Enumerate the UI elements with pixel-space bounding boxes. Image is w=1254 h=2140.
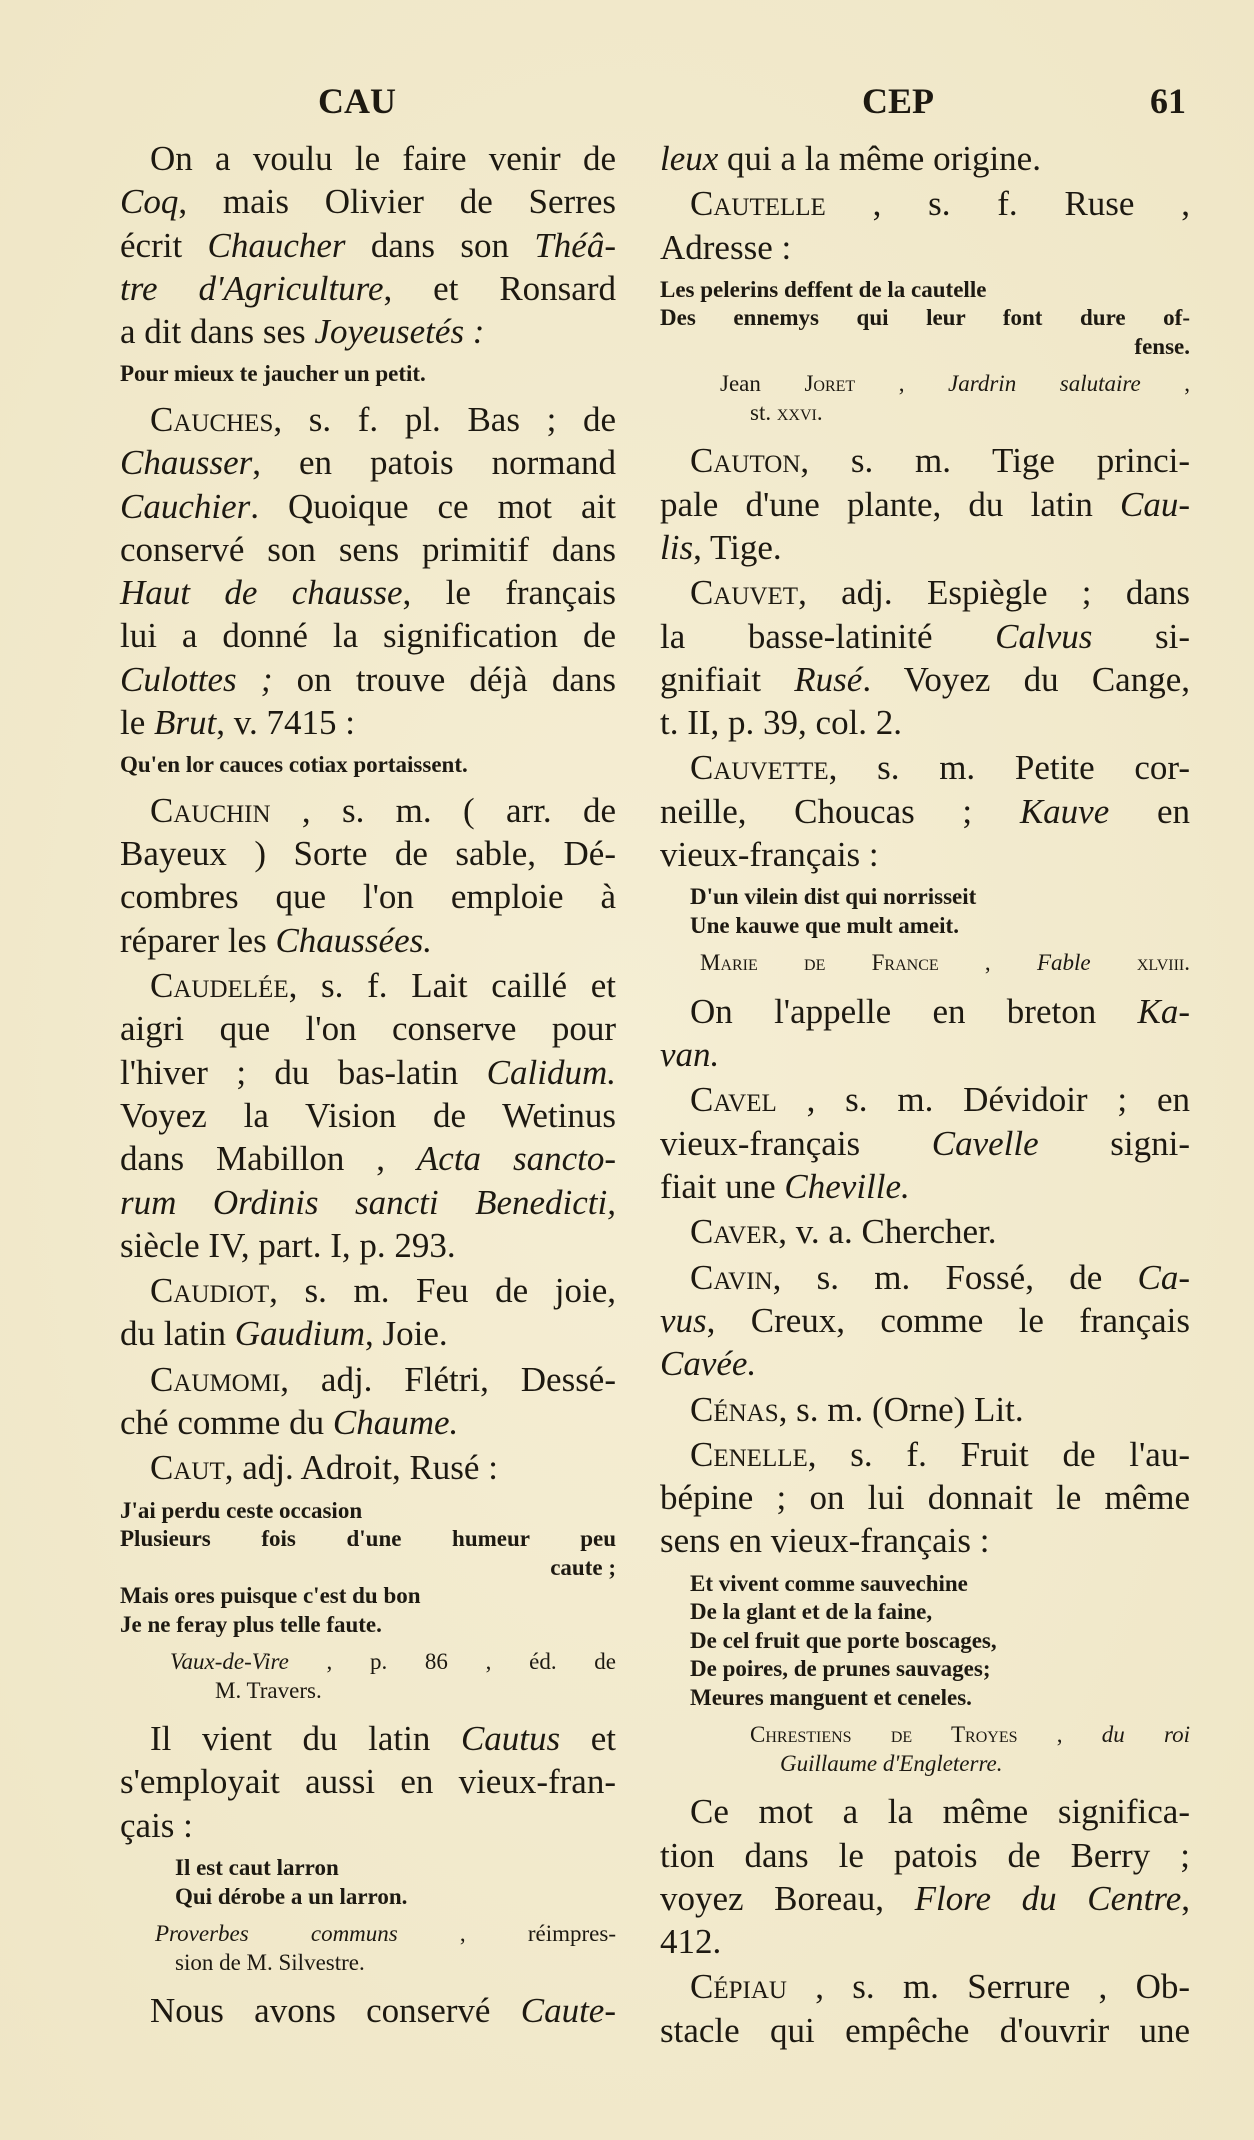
text-run: vieux-français : bbox=[660, 835, 879, 875]
text-line bbox=[660, 1965, 1190, 2008]
italic-text: van. bbox=[660, 1035, 720, 1075]
text-run: Les pelerins deffent de la cautelle bbox=[660, 276, 987, 302]
page-number: 61 bbox=[1150, 81, 1186, 121]
dictionary-entry bbox=[120, 1269, 616, 1356]
text-run: st. bbox=[750, 399, 777, 425]
text-run: De poires, de prunes sauvages; bbox=[690, 1656, 991, 1682]
italic-text: Chaucher bbox=[207, 225, 346, 265]
text-run: écrit bbox=[120, 225, 208, 265]
text-run: dans Mabillon , bbox=[120, 1139, 417, 1179]
headword: Cépiau bbox=[690, 1967, 787, 2007]
text-run: s'employait aussi en vieux-fran- bbox=[120, 1762, 616, 1802]
text-run: D'un vilein dist qui norrisseit bbox=[690, 884, 977, 910]
text-line bbox=[120, 398, 616, 441]
italic-text: Proverbes communs bbox=[155, 1921, 398, 1946]
text-line bbox=[120, 964, 616, 1007]
text-run: Et vivent comme sauvechine bbox=[690, 1570, 968, 1596]
verse-quotation bbox=[120, 751, 616, 780]
italic-text: Jardrin salutaire bbox=[948, 371, 1141, 397]
text-line bbox=[120, 1401, 616, 1444]
text-run: pale d'une plante, du latin bbox=[660, 484, 1120, 524]
text-run: Ce mot a la même significa- bbox=[690, 1792, 1190, 1832]
text-run: . Quoique ce mot ait bbox=[250, 486, 616, 526]
text-line bbox=[120, 614, 616, 657]
text-line bbox=[660, 1920, 1190, 1963]
text-run bbox=[1091, 950, 1137, 975]
text-line bbox=[660, 226, 1190, 269]
text-line bbox=[660, 1476, 1190, 1519]
text-line bbox=[660, 1388, 1190, 1431]
italic-text: Caute- bbox=[520, 1991, 616, 2030]
text-line bbox=[660, 1078, 1190, 1121]
text-run: aigri que l'on conserve pour bbox=[120, 1009, 616, 1049]
italic-text: Cauchier bbox=[120, 486, 251, 526]
headword: Joret bbox=[804, 371, 856, 397]
text-line bbox=[120, 1554, 616, 1583]
text-run: . Voyez du Cange, bbox=[862, 659, 1190, 699]
text-run: , s. f. Ruse , bbox=[825, 184, 1190, 224]
dictionary-entry bbox=[120, 137, 616, 353]
text-run: Une kauwe que mult ameit. bbox=[690, 912, 959, 938]
italic-text: Haut de chausse bbox=[120, 573, 403, 613]
citation bbox=[120, 1648, 616, 1705]
dictionary-entry bbox=[660, 746, 1190, 876]
text-run: combres que l'on emploie à bbox=[120, 877, 616, 917]
dictionary-entry bbox=[660, 1256, 1190, 1386]
text-run: siècle IV, part. I, p. 293. bbox=[120, 1225, 456, 1265]
text-line bbox=[660, 912, 1190, 941]
text-line bbox=[120, 1525, 616, 1554]
citation bbox=[660, 370, 1190, 427]
text-line bbox=[120, 267, 616, 310]
text-line bbox=[660, 1598, 1190, 1627]
dictionary-entry bbox=[120, 398, 616, 744]
verse-quotation bbox=[660, 276, 1190, 362]
text-run: J'ai perdu ceste occasion bbox=[120, 1497, 363, 1523]
text-run: l'hiver ; du bas-latin bbox=[120, 1052, 487, 1092]
text-run: , s. m. Dévidoir ; en bbox=[776, 1080, 1190, 1120]
text-run: , bbox=[938, 950, 1037, 976]
verse-quotation bbox=[120, 360, 616, 389]
text-line bbox=[660, 1122, 1190, 1165]
text-line bbox=[660, 1721, 1190, 1750]
dictionary-entry bbox=[660, 439, 1190, 569]
text-line bbox=[120, 1269, 616, 1312]
italic-text: rum Ordinis sancti Benedicti, bbox=[120, 1182, 616, 1222]
text-run: , bbox=[1140, 371, 1190, 397]
italic-text: Coq bbox=[120, 182, 179, 222]
text-line bbox=[660, 1684, 1190, 1713]
italic-text: Chaume. bbox=[332, 1403, 459, 1443]
running-head-right: CEP bbox=[862, 81, 934, 121]
italic-text: Théâ- bbox=[534, 225, 616, 265]
dictionary-entry bbox=[120, 1446, 616, 1489]
text-line bbox=[660, 1655, 1190, 1684]
text-line bbox=[120, 1717, 616, 1760]
text-run: sion de M. Silvestre. bbox=[175, 1949, 365, 1975]
dictionary-entry bbox=[660, 1433, 1190, 1563]
headword: Cauton bbox=[690, 441, 801, 481]
text-line bbox=[120, 1804, 616, 1847]
text-run: Je ne feray plus telle faute. bbox=[120, 1611, 382, 1637]
text-line bbox=[120, 1312, 616, 1355]
text-line bbox=[660, 1165, 1190, 1208]
dictionary-entry bbox=[660, 571, 1190, 744]
text-run: t. II, p. 39, col. 2. bbox=[660, 703, 903, 743]
italic-text: lis bbox=[660, 527, 694, 567]
text-run: Des ennemys qui leur font dure of- bbox=[660, 305, 1190, 331]
text-run: , en patois normand bbox=[252, 443, 616, 483]
text-line bbox=[660, 370, 1190, 399]
headword: Cautelle bbox=[690, 184, 826, 224]
text-line bbox=[120, 875, 616, 918]
italic-text: Cau- bbox=[1120, 484, 1190, 524]
text-line bbox=[660, 1627, 1190, 1656]
text-line bbox=[120, 1094, 616, 1137]
text-line bbox=[120, 1358, 616, 1401]
text-line bbox=[660, 571, 1190, 614]
text-run: , adj. Flétri, Dessé- bbox=[280, 1359, 616, 1399]
headword: Caut bbox=[150, 1448, 225, 1488]
italic-text: Brut bbox=[154, 703, 217, 743]
text-line bbox=[660, 746, 1190, 789]
italic-text: vus bbox=[660, 1300, 707, 1340]
headword: Cauchin bbox=[150, 790, 271, 830]
italic-text: Culottes ; bbox=[120, 659, 273, 699]
dictionary-entry bbox=[120, 789, 616, 962]
italic-text: Flore du Centre bbox=[914, 1878, 1182, 1918]
text-run: , p. 86 , éd. de bbox=[288, 1649, 616, 1675]
text-line bbox=[120, 751, 616, 780]
italic-text: Fable bbox=[1036, 950, 1091, 976]
text-run: caute ; bbox=[550, 1554, 616, 1580]
left-column bbox=[120, 137, 616, 2034]
text-run: Voyez la Vision de Wetinus bbox=[120, 1095, 616, 1135]
verse-quotation bbox=[120, 1854, 616, 1911]
text-run: , s. m. Petite cor- bbox=[828, 748, 1190, 788]
text-line bbox=[120, 485, 616, 528]
text-run: lui a donné la signification de bbox=[120, 616, 616, 656]
italic-text: Ka- bbox=[1137, 991, 1190, 1031]
italic-text: Joyeusetés : bbox=[314, 312, 485, 352]
text-run: , adj. Adroit, Rusé : bbox=[224, 1448, 498, 1488]
text-line bbox=[120, 1446, 616, 1489]
text-line bbox=[120, 180, 616, 223]
dictionary-entry bbox=[660, 137, 1190, 180]
text-line bbox=[660, 439, 1190, 482]
citation bbox=[120, 1920, 616, 1977]
italic-text: Cavelle bbox=[931, 1123, 1039, 1163]
text-line bbox=[120, 1989, 616, 2032]
dictionary-entry bbox=[660, 1078, 1190, 1208]
dictionary-entry bbox=[660, 1790, 1190, 1963]
headword: Cavin bbox=[690, 1257, 773, 1297]
text-run: , réimpres- bbox=[397, 1921, 616, 1946]
verse-quotation bbox=[660, 883, 1190, 940]
text-run: sens en vieux-français : bbox=[660, 1521, 990, 1561]
text-run: , Joie. bbox=[365, 1314, 448, 1354]
headword: Cauches bbox=[150, 399, 274, 439]
text-run: , s. m. Fossé, de bbox=[772, 1257, 1138, 1297]
text-line bbox=[660, 483, 1190, 526]
headword: Cavel bbox=[690, 1080, 777, 1120]
text-run: Il vient du latin bbox=[150, 1719, 461, 1759]
text-run: çais : bbox=[120, 1805, 193, 1845]
headword: Chrestiens de Troyes bbox=[750, 1722, 1018, 1748]
text-run: , s. m. Serrure , Ob- bbox=[786, 1967, 1190, 2007]
text-line bbox=[120, 1949, 616, 1978]
italic-text: Guillaume d'Engleterre. bbox=[780, 1750, 1003, 1776]
text-run: le bbox=[120, 703, 155, 743]
text-run: De la glant et de la faine, bbox=[690, 1599, 933, 1625]
text-line bbox=[120, 1611, 616, 1640]
headword: Marie de France bbox=[700, 950, 939, 976]
text-run: réparer les bbox=[120, 920, 276, 960]
text-line bbox=[660, 2009, 1190, 2052]
headword: Cenelle bbox=[690, 1434, 808, 1474]
text-line bbox=[660, 658, 1190, 701]
text-line bbox=[120, 1760, 616, 1803]
text-line bbox=[120, 1582, 616, 1611]
text-run: fense. bbox=[1134, 333, 1190, 359]
text-line bbox=[120, 789, 616, 832]
text-run: stacle qui empêche d'ouvrir une bbox=[660, 2010, 1190, 2050]
text-line bbox=[660, 399, 1190, 428]
text-line bbox=[660, 949, 1190, 978]
text-line bbox=[660, 1519, 1190, 1562]
italic-text: du roi bbox=[1101, 1722, 1191, 1748]
headword: xxvi. bbox=[776, 399, 823, 425]
text-line bbox=[660, 182, 1190, 225]
italic-text: Rusé bbox=[794, 659, 863, 699]
text-run: On l'appelle en breton bbox=[690, 991, 1138, 1031]
text-line bbox=[660, 1790, 1190, 1833]
text-run: voyez Boreau, bbox=[660, 1878, 915, 1918]
text-run: , bbox=[1017, 1722, 1102, 1748]
dictionary-entry bbox=[660, 1210, 1190, 1253]
text-line bbox=[660, 1750, 1190, 1779]
text-run: fiait une bbox=[660, 1167, 785, 1207]
text-line bbox=[660, 1256, 1190, 1299]
dictionary-entry bbox=[120, 1358, 616, 1445]
text-line bbox=[660, 1433, 1190, 1476]
text-run: Plusieurs fois d'une humeur peu bbox=[120, 1526, 616, 1552]
italic-text: Ca- bbox=[1137, 1257, 1190, 1297]
text-line bbox=[120, 224, 616, 267]
text-run: On a voulu le faire venir de bbox=[150, 139, 616, 178]
italic-text: leux bbox=[660, 139, 719, 178]
dictionary-entry bbox=[120, 964, 616, 1267]
citation bbox=[660, 949, 1190, 978]
text-line bbox=[660, 1570, 1190, 1599]
text-run: , s. f. pl. Bas ; de bbox=[273, 399, 616, 439]
text-run: conservé son sens primitif dans bbox=[120, 529, 616, 569]
text-run: , mais Olivier de Serres bbox=[178, 182, 616, 222]
headword: Caudelée bbox=[150, 966, 289, 1006]
text-line bbox=[120, 1051, 616, 1094]
text-run: Adresse : bbox=[660, 227, 792, 267]
text-run: Meures manguent et ceneles. bbox=[690, 1684, 972, 1710]
text-run: du latin bbox=[120, 1314, 235, 1354]
text-line bbox=[660, 1210, 1190, 1253]
text-run: , adj. Espiègle ; dans bbox=[798, 573, 1190, 613]
text-run: si- bbox=[1092, 616, 1191, 656]
text-line bbox=[120, 1648, 616, 1677]
text-line bbox=[660, 990, 1190, 1033]
text-line bbox=[660, 137, 1190, 180]
text-line bbox=[120, 310, 616, 353]
text-line bbox=[120, 528, 616, 571]
text-line bbox=[660, 790, 1190, 833]
italic-text: Kauve bbox=[1019, 791, 1110, 831]
text-line bbox=[660, 615, 1190, 658]
text-line bbox=[120, 137, 616, 180]
text-line bbox=[660, 1342, 1190, 1385]
text-line bbox=[120, 1137, 616, 1180]
dictionary-entry bbox=[120, 1989, 616, 2032]
dictionary-entry bbox=[120, 1717, 616, 1847]
text-run: , bbox=[855, 371, 949, 397]
text-run: et bbox=[560, 1719, 616, 1759]
verse-quotation bbox=[660, 1570, 1190, 1713]
text-run: , s. m. (Orne) Lit. bbox=[778, 1389, 1024, 1429]
text-line bbox=[660, 304, 1190, 333]
dictionary-entry bbox=[660, 1965, 1190, 2052]
text-run: Pour mieux te jaucher un petit. bbox=[120, 361, 426, 387]
text-run: M. Travers. bbox=[215, 1677, 322, 1703]
text-run: vieux-français bbox=[660, 1123, 932, 1163]
italic-text: Vaux-de-Vire bbox=[170, 1649, 289, 1675]
text-run: tion dans le patois de Berry ; bbox=[660, 1835, 1190, 1875]
text-run: , Creux, comme le français bbox=[706, 1300, 1190, 1340]
headword: Caumomi bbox=[150, 1359, 281, 1399]
italic-text: Calidum. bbox=[486, 1052, 616, 1092]
text-run: ché comme du bbox=[120, 1403, 333, 1443]
text-line bbox=[660, 333, 1190, 362]
text-line bbox=[660, 1877, 1190, 1920]
text-run: , s. m. ( arr. de bbox=[270, 790, 616, 830]
text-line bbox=[660, 276, 1190, 305]
dictionary-entry bbox=[660, 182, 1190, 269]
italic-text: Chausser bbox=[120, 443, 253, 483]
text-run: en bbox=[1109, 791, 1190, 831]
italic-text: Calvus bbox=[995, 616, 1093, 656]
text-run: Il est caut larron bbox=[175, 1855, 339, 1880]
text-line bbox=[660, 701, 1190, 744]
text-line bbox=[120, 1854, 616, 1883]
text-line bbox=[660, 526, 1190, 569]
text-run: signi- bbox=[1038, 1123, 1190, 1163]
verse-quotation bbox=[120, 1497, 616, 1640]
text-run: bépine ; on lui donnait le même bbox=[660, 1478, 1190, 1518]
text-run: la basse-latinité bbox=[660, 616, 996, 656]
text-run: neille, Choucas ; bbox=[660, 791, 1020, 831]
italic-text: Acta sancto- bbox=[416, 1139, 616, 1179]
text-line bbox=[120, 1497, 616, 1526]
text-run: on trouve déjà dans bbox=[272, 659, 617, 699]
text-line bbox=[120, 1883, 616, 1912]
italic-text: Gaudium bbox=[234, 1314, 365, 1354]
italic-text: Cautus bbox=[460, 1719, 561, 1759]
headword: Caver bbox=[690, 1212, 779, 1252]
text-line bbox=[660, 1834, 1190, 1877]
text-run: gnifiait bbox=[660, 659, 795, 699]
dictionary-entry bbox=[660, 1388, 1190, 1431]
text-run: , s. m. Feu de joie, bbox=[269, 1271, 616, 1311]
text-line bbox=[120, 441, 616, 484]
text-line bbox=[120, 1677, 616, 1706]
text-line bbox=[120, 1920, 616, 1949]
headword: xlviii. bbox=[1136, 950, 1191, 976]
text-run: Mais ores puisque c'est du bon bbox=[120, 1583, 421, 1609]
text-run: , Tige. bbox=[693, 527, 782, 567]
text-line bbox=[120, 1007, 616, 1050]
right-column bbox=[660, 137, 1190, 2054]
text-line bbox=[660, 833, 1190, 876]
italic-text: Cavée. bbox=[660, 1344, 757, 1384]
text-line bbox=[120, 1224, 616, 1267]
text-run: Nous avons conservé bbox=[150, 1991, 521, 2030]
text-run: Qui dérobe a un larron. bbox=[175, 1883, 408, 1909]
text-run: , s. m. Tige princi- bbox=[800, 441, 1190, 481]
text-run: Jean bbox=[720, 371, 805, 397]
text-run: , le français bbox=[402, 573, 616, 613]
headword: Cauvet bbox=[690, 573, 799, 613]
text-run: , et Ronsard bbox=[383, 268, 616, 308]
text-line bbox=[120, 1181, 616, 1224]
citation bbox=[660, 1721, 1190, 1778]
text-run: , s. f. Fruit de l'au- bbox=[807, 1434, 1190, 1474]
italic-text: tre d'Agriculture bbox=[120, 268, 384, 308]
text-line bbox=[120, 919, 616, 962]
text-run: , bbox=[1181, 1878, 1190, 1918]
dictionary-entry bbox=[660, 990, 1190, 1077]
text-run: , v. 7415 : bbox=[216, 703, 355, 743]
text-line bbox=[120, 571, 616, 614]
text-line bbox=[120, 832, 616, 875]
text-line bbox=[120, 360, 616, 389]
text-line bbox=[120, 701, 616, 744]
italic-text: Chaussées. bbox=[275, 920, 432, 960]
headword: Cauvette bbox=[690, 748, 829, 788]
headword: Caudiot bbox=[150, 1271, 270, 1311]
headword: Cénas bbox=[690, 1389, 779, 1429]
text-run: , s. f. Lait caillé et bbox=[288, 966, 616, 1006]
text-run: 412. bbox=[660, 1922, 722, 1962]
text-line bbox=[660, 883, 1190, 912]
text-run: qui a la même origine. bbox=[718, 139, 1041, 178]
italic-text: Cheville. bbox=[784, 1167, 910, 1207]
text-run: Qu'en lor cauces cotiax portaissent. bbox=[120, 752, 468, 778]
text-line bbox=[660, 1033, 1190, 1076]
text-run: Bayeux ) Sorte de sable, Dé- bbox=[120, 834, 616, 874]
text-line bbox=[120, 658, 616, 701]
text-run: De cel fruit que porte boscages, bbox=[690, 1627, 997, 1653]
text-run: a dit dans ses bbox=[120, 312, 315, 352]
text-run: , v. a. Chercher. bbox=[778, 1212, 997, 1252]
running-head-left: CAU bbox=[318, 81, 396, 121]
text-run: dans son bbox=[345, 225, 535, 265]
text-line bbox=[660, 1299, 1190, 1342]
